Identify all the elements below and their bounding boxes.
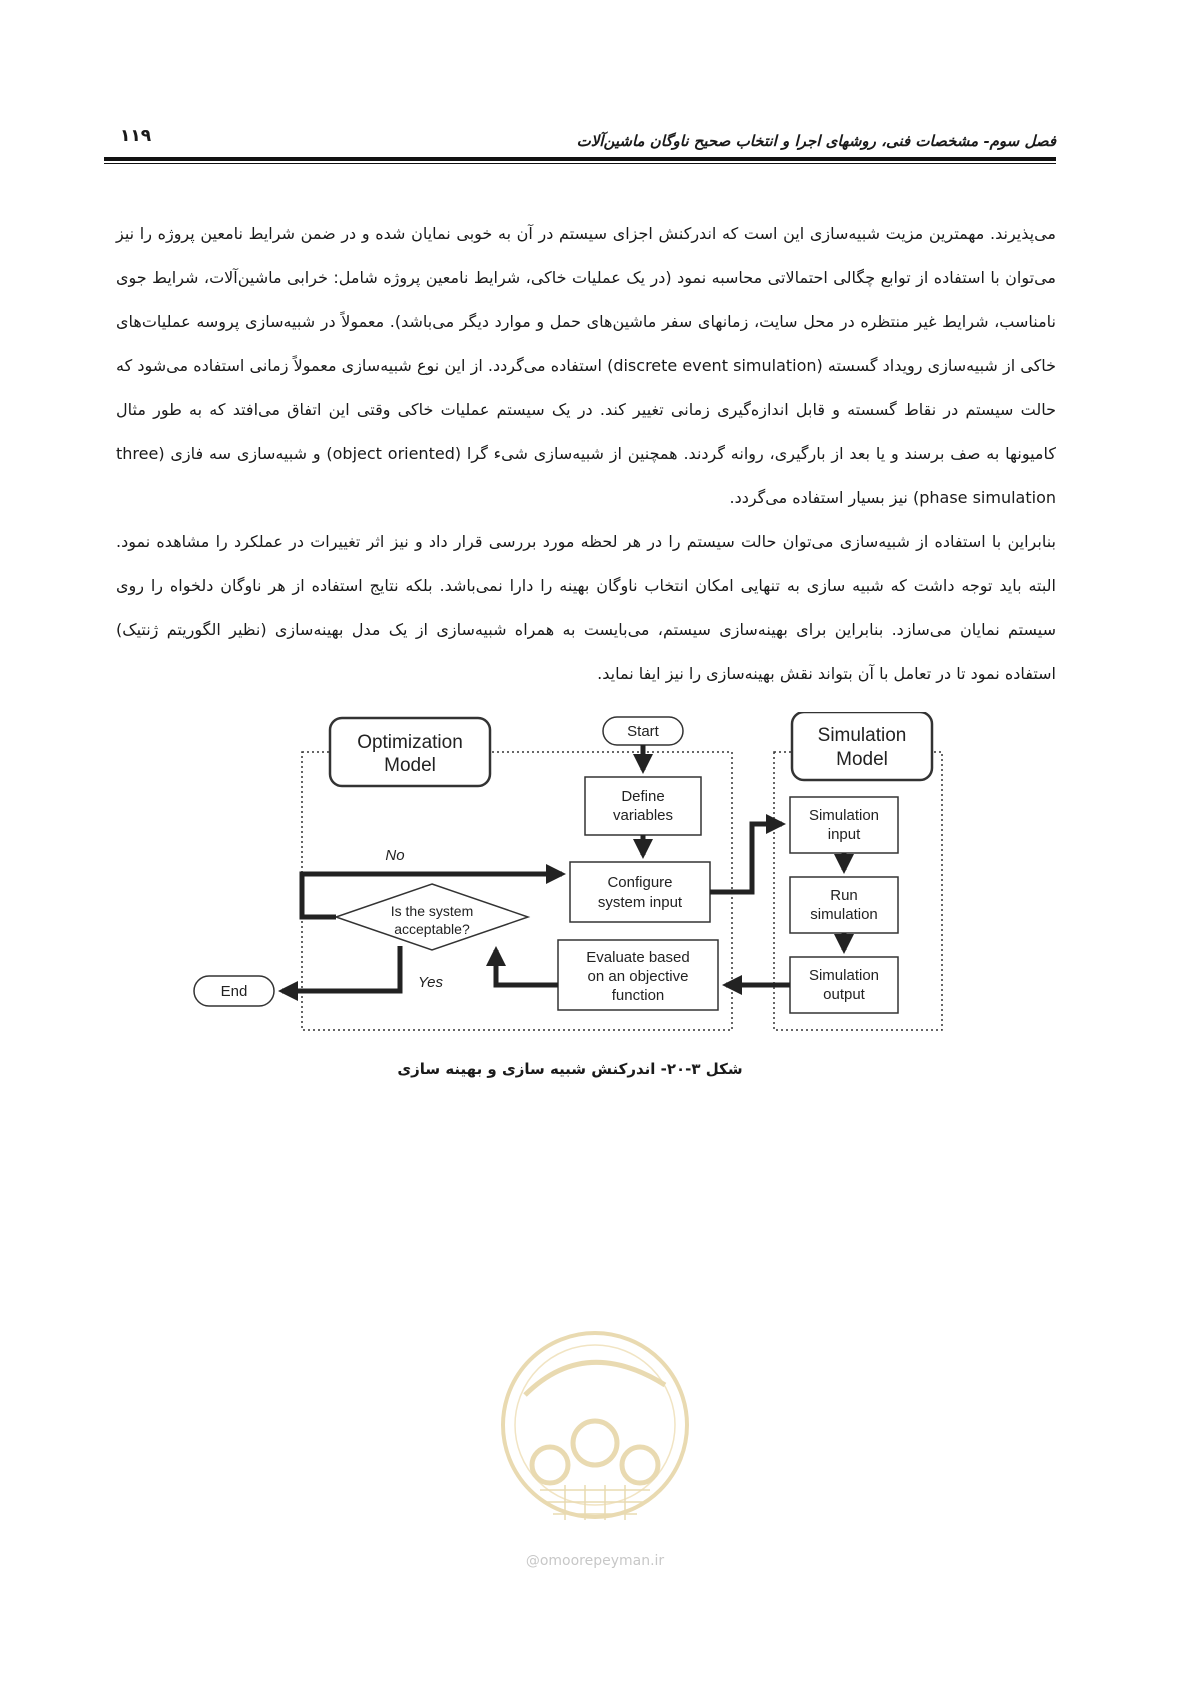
configure-input-box (570, 862, 710, 922)
run-simulation-box (790, 877, 898, 933)
chapter-title: فصل سوم- مشخصات فنی، روشهای اجرا و انتخاب صحیح ناوگان ماشین‌آلات (576, 132, 1056, 150)
run-simulation-label-1: Run (830, 887, 858, 904)
run-simulation-label-2: simulation (810, 906, 878, 923)
simulation-output-label-2: output (823, 986, 865, 1003)
header-rule-thin (104, 163, 1056, 164)
define-variables-label-2: variables (612, 807, 674, 824)
header-rule-thick (104, 157, 1056, 161)
no-label: No (385, 847, 405, 864)
optimization-model-label-1: Optimization (357, 732, 463, 753)
decision-label-2: acceptable? (394, 921, 470, 937)
arrow-configure-to-siminput (710, 824, 782, 892)
flowchart-svg (190, 712, 950, 1032)
watermark-seal-icon (495, 1325, 695, 1585)
simulation-output-box (790, 957, 898, 1013)
simulation-input-box (790, 797, 898, 853)
flowchart-figure (190, 712, 950, 1032)
arrow-evaluate-to-decision (496, 950, 558, 985)
body-text (116, 212, 1056, 696)
page-number: ۱۱۹ (120, 126, 152, 146)
define-variables-box (585, 777, 701, 835)
arrow-yes-to-end (282, 946, 400, 991)
decision-label-1: Is the system (390, 903, 474, 919)
define-variables-label-1: Define (621, 788, 665, 805)
figure-caption: شکل ۳-۲۰- اندرکنش شبیه سازی و بهینه سازی (397, 1060, 743, 1078)
configure-input-label-1: Configure (607, 874, 673, 891)
end-label: End (220, 983, 248, 1000)
watermark-text: @omoorepeyman.ir (525, 1553, 665, 1569)
paragraph-2: بنابراین با استفاده از شبیه‌سازی می‌توان حالت سیستم را در هر لحظه مورد بررسی قرار داد و نیز اثر تغییرات در عملکرد را مشاهده نمود. البته باید توجه داشت که شبیه سازی به تنهایی امکان انتخاب ناوگان بهینه را دارا نمی‌باشد. بلکه نتایج استفاده از هر ناوگان دلخواه را روی سیستم نمایان می‌سازد. بنابراین برای بهینه‌سازی سیستم، می‌بایست به همراه شبیه‌سازی از یک مدل بهینه‌سازی (نظیر الگوریتم ژنتیک) استفاده نمود تا در تعامل با آن بتواند نقش بهینه‌سازی را نیز ایفا نماید. (116, 532, 1056, 683)
watermark-logo (495, 1325, 695, 1585)
simulation-output-label-1: Simulation (808, 967, 880, 984)
simulation-input-label-1: Simulation (808, 807, 880, 824)
evaluate-label-2: on an objective (587, 968, 689, 985)
paragraph-1: می‌پذیرند. مهمترین مزیت شبیه‌سازی این است که اندرکنش اجزای سیستم در آن به خوبی نمایان شده و در ضمن شرایط نامعین پروژه را نیز می‌توان با استفاده از توابع چگالی احتمالاتی محاسبه نمود (در یک عملیات خاکی، شرایط نامعین پروژه شامل: خرابی ماشین‌آلات، شرایط جوی نامناسب، شرایط غیر منتظره در محل سایت، زمانهای سفر ماشین‌های حمل و موارد دیگر می‌باشد). معمولاً در شبیه‌سازی پروسه عملیات‌های خاکی از شبیه‌سازی رویداد گسسته (discrete event simulation) استفاده می‌گردد. از این نوع شبیه‌سازی معمولاً زمانی استفاده می‌شود که حالت سیستم در نقاط گسسته و قابل اندازه‌گیری زمانی تغییر کند. در یک سیستم عملیات خاکی وقتی این اتفاق می‌افتد که به طور مثال کامیونها به صف برسند و یا بعد از بارگیری، روانه گردند. همچنین از شبیه‌سازی شیء گرا (object oriented) و شبیه‌سازی سه فازی (three phase simulation) نیز بسیار استفاده می‌گردد. (116, 224, 1057, 507)
evaluate-label-3: function (611, 987, 665, 1004)
configure-input-label-2: system input (597, 894, 683, 911)
start-label: Start (627, 723, 659, 740)
simulation-input-label-2: input (827, 826, 861, 843)
optimization-model-label-2: Model (384, 755, 436, 776)
simulation-model-label-1: Simulation (817, 725, 907, 746)
yes-label: Yes (418, 974, 444, 991)
simulation-model-label-2: Model (836, 749, 888, 770)
evaluate-label-1: Evaluate based (586, 949, 690, 966)
